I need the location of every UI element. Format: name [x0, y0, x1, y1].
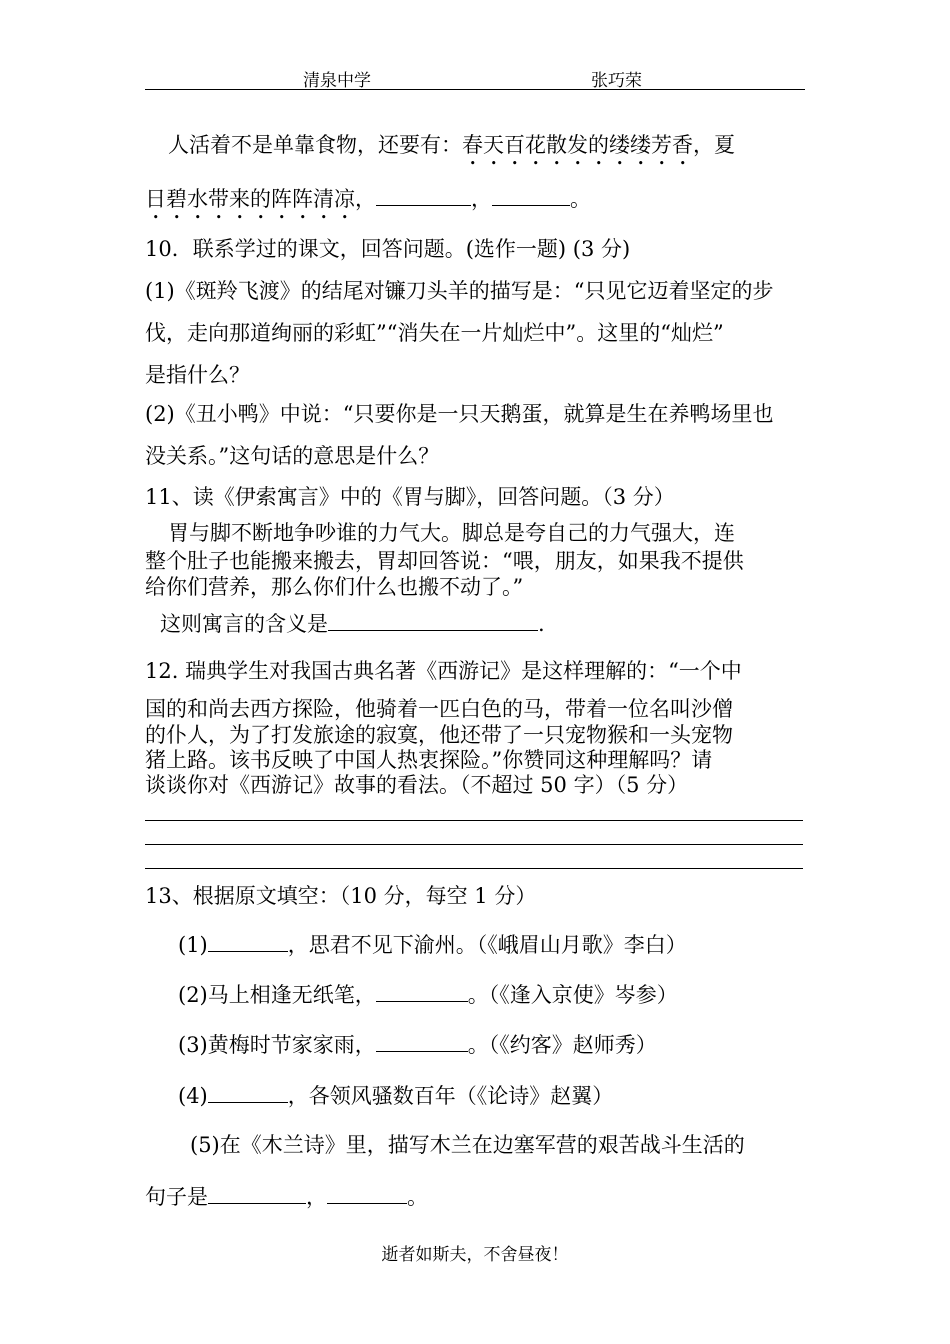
intro-text: 。: [570, 187, 591, 211]
answer-blank[interactable]: [492, 183, 570, 206]
emphasized-text: 春天百花散发的缕缕芳香: [462, 133, 693, 157]
q12-line: 谈谈你对《西游记》故事的看法。（不超过 50 字）（5 分）: [145, 773, 689, 797]
q11-title: 11、读《伊索寓言》中的《胃与脚》，回答问题。（3 分）: [145, 485, 675, 509]
q10-part2-line: (2)《丑小鸭》中说：“只要你是一只天鹅蛋，就算是生在养鸭场里也: [145, 402, 774, 426]
intro-text: ，: [355, 187, 376, 211]
q13-item-2: [178, 979, 678, 1010]
q13-item-5-line-1: (5)在《木兰诗》里，描写木兰在边塞军营的艰苦战斗生活的: [190, 1133, 745, 1157]
intro-line-2: [145, 183, 591, 224]
item-number: (1): [178, 933, 208, 957]
q12-line: 猪上路。该书反映了中国人热衷探险。”你赞同这种理解吗？请: [145, 748, 713, 772]
answer-blank[interactable]: [208, 1181, 306, 1204]
q10-part1-line: 伐，走向那道绚丽的彩虹”“消失在一片灿烂中”。这里的“灿烂”: [145, 321, 724, 345]
intro-text: ，: [471, 187, 492, 211]
q11-answer-line: [160, 608, 545, 639]
q13-item-4: [178, 1080, 613, 1111]
emphasized-text: 日碧水带来的阵阵清凉: [145, 187, 355, 211]
answer-rule[interactable]: [145, 868, 803, 869]
q12-line: 国的和尚去西方探险，他骑着一匹白色的马，带着一位名叫沙僧: [145, 697, 733, 721]
answer-rule[interactable]: [145, 820, 803, 821]
q11-text-line: 胃与脚不断地争吵谁的力气大。脚总是夸自己的力气强大，连: [168, 521, 735, 545]
answer-blank[interactable]: [376, 979, 468, 1002]
q11-text-line: 给你们营养，那么你们什么也搬不动了。”: [145, 575, 524, 599]
q11-prompt: .: [538, 612, 545, 636]
q13-item-3: [178, 1029, 657, 1060]
item-text: 。（《逢入京使》岑参）: [467, 983, 678, 1007]
page-header: [145, 64, 805, 90]
item-text: (3)黄梅时节家家雨，: [178, 1033, 376, 1057]
item-number: (4): [178, 1084, 208, 1108]
item-text: (2)马上相逢无纸笔，: [178, 983, 376, 1007]
item-text: 。: [407, 1185, 428, 1209]
item-text: 。（《约客》赵师秀）: [467, 1033, 657, 1057]
q13-item-1: [178, 929, 687, 960]
item-text: ，思君不见下渝州。（《峨眉山月歌》李白）: [287, 933, 687, 957]
answer-blank[interactable]: [208, 1080, 288, 1103]
q13-item-5-line-2: [145, 1181, 428, 1212]
q13-title: 13、根据原文填空：（10 分，每空 1 分）: [145, 884, 537, 908]
intro-text: 人活着不是单靠食物，还要有：: [168, 133, 462, 157]
answer-blank[interactable]: [376, 183, 471, 206]
answer-rule[interactable]: [145, 844, 803, 845]
item-text: ，: [306, 1185, 327, 1209]
school-name: 清泉中学: [303, 71, 371, 91]
q11-text-line: 整个肚子也能搬来搬去，胃却回答说：“喂，朋友，如果我不提供: [145, 549, 744, 573]
q12-line: 的仆人，为了打发旅途的寂寞，他还带了一只宠物猴和一头宠物: [145, 723, 733, 747]
answer-blank[interactable]: [327, 1181, 407, 1204]
intro-text: ，夏: [693, 133, 735, 157]
q10-part1-line: (1)《斑羚飞渡》的结尾对镰刀头羊的描写是：“只见它迈着坚定的步: [145, 279, 774, 303]
answer-blank[interactable]: [376, 1029, 468, 1052]
q10-title: 10．联系学过的课文，回答问题。(选作一题) (3 分): [145, 237, 631, 261]
author-name: 张巧荣: [591, 71, 642, 91]
page-footer: 逝者如斯夫，不舍昼夜！: [381, 1245, 569, 1265]
q10-part2-line: 没关系。”这句话的意思是什么？: [145, 444, 440, 468]
intro-line-1: [168, 130, 735, 170]
item-text: 句子是: [145, 1185, 208, 1209]
q10-part1-line: 是指什么？: [145, 363, 250, 387]
answer-blank[interactable]: [328, 608, 538, 631]
item-text: ，各领风骚数百年（《论诗》赵翼）: [287, 1084, 614, 1108]
q11-prompt: 这则寓言的含义是: [160, 612, 328, 636]
q12-line: 12. 瑞典学生对我国古典名著《西游记》是这样理解的：“一个中: [145, 659, 742, 683]
answer-blank[interactable]: [208, 929, 288, 952]
